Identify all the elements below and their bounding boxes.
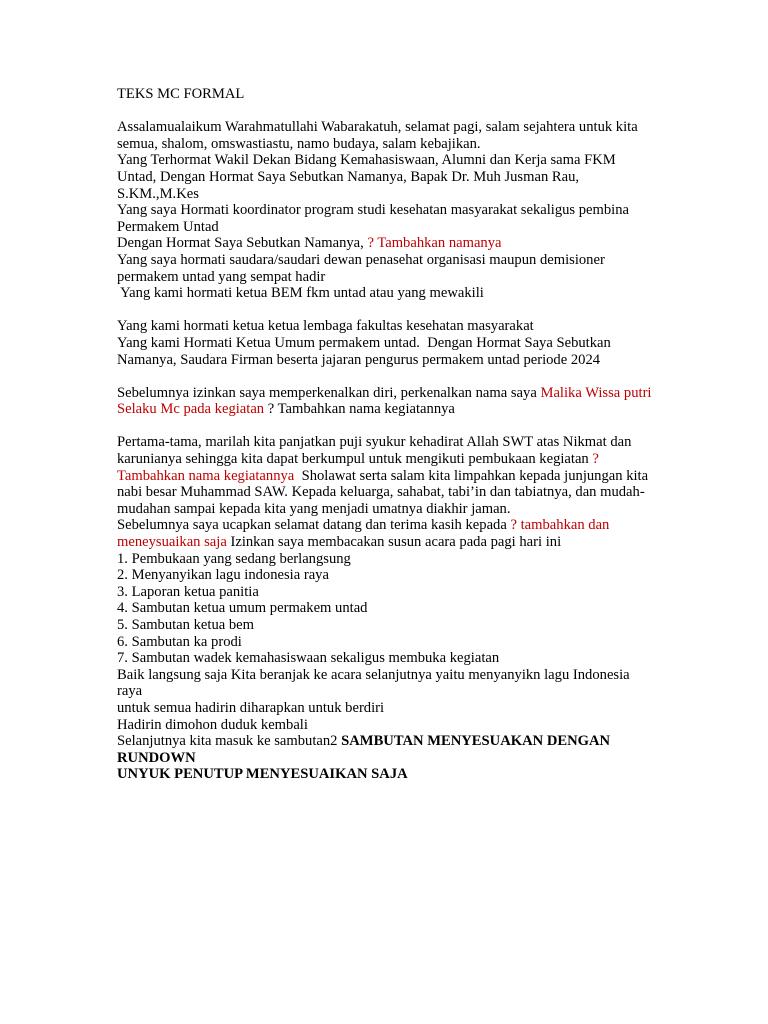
agenda-item: 7. Sambutan wadek kemahasiswaan sekaligus membuka kegiatan — [117, 650, 500, 667]
agenda-item: 1. Pembukaan yang sedang berlangsung — [117, 550, 351, 567]
agenda-item: 6. Sambutan ka prodi — [117, 633, 242, 650]
sebutkan-paragraph — [117, 235, 657, 252]
document-title: TEKS MC FORMAL — [117, 86, 245, 102]
document-page — [117, 86, 657, 783]
agenda-item: 3. Laporan ketua panitia — [117, 583, 259, 600]
penutup-note: UNYUK PENUTUP MENYESUAIKAN SAJA — [117, 766, 408, 783]
syukur-paragraph — [117, 434, 657, 517]
sambutan-paragraph — [117, 733, 657, 766]
intro-paragraph — [117, 385, 657, 418]
agenda-item: 5. Sambutan ketua bem — [117, 617, 254, 633]
welcome-placeholder: ? tambahkan dan meneysuaikan saja — [117, 517, 610, 551]
sebutkan-text: Dengan Hormat Saya Sebutkan Namanya, — [117, 235, 368, 252]
koordinator-paragraph: Yang saya Hormati koordinator program studi kesehatan masyarakat sekaligus pembina Permakem Untad — [117, 202, 630, 235]
intro-name-highlight: Malika Wissa putri Selaku Mc pada kegiatan — [117, 384, 652, 418]
agenda-item: 2. Menyanyikan lagu indonesia raya — [117, 567, 329, 584]
spacer — [117, 302, 657, 319]
dewan-paragraph: Yang saya hormati saudara/saudari dewan penasehat organisasi maupun demisioner permakem untad yang sempat hadir — [117, 251, 605, 285]
intro-text: Sebelumnya izinkan saya memperkenalkan diri, perkenalkan nama saya — [117, 384, 541, 401]
syukur-suffix: Sholawat serta salam kita limpahkan kepada junjungan kita nabi besar Muhammad SAW. Kepada keluarga, sahabat, tabi’in dan tabiatnya, dan mudah-mudahan sampai kepada kita yang menjadi umatnya diakhir jaman. — [117, 467, 652, 517]
syukur-text: Pertama-tama, marilah kita panjatkan puji syukur kehadirat Allah SWT atas Nikmat dan karunianya sehingga kita dapat berkumpul untuk mengikuti pembukaan kegiatan — [117, 434, 636, 468]
agenda-item: 4. Sambutan ketua umum permakem untad — [117, 600, 368, 617]
duduk-paragraph: Hadirin dimohon duduk kembali — [117, 716, 308, 733]
syukur-placeholder: ? Tambahkan nama kegiatannya — [117, 451, 603, 484]
bem-paragraph: Yang kami hormati ketua BEM fkm untad atau yang mewakili — [117, 285, 484, 302]
welcome-suffix: Izinkan saya membacakan susun acara pada pagi hari ini — [226, 534, 562, 551]
lembaga-paragraph: Yang kami hormati ketua ketua lembaga fakultas kesehatan masyarakat — [117, 318, 534, 335]
spacer — [117, 418, 657, 435]
spacer — [117, 103, 657, 120]
ketum-paragraph: Yang kami Hormati Ketua Umum permakem untad. Dengan Hormat Saya Sebutkan Namanya, Saudara Firman beserta jajaran pengurus permakem untad periode 2024 — [117, 334, 615, 368]
intro-suffix: ? Tambahkan nama kegiatannya — [264, 401, 455, 418]
lagu-paragraph: Baik langsung saja Kita beranjak ke acara selanjutnya yaitu menyanyikn lagu Indonesia raya — [117, 666, 630, 700]
greeting-paragraph: Assalamualaikum Warahmatullahi Wabarakatuh, selamat pagi, salam sejahtera untuk kita semua, shalom, omswastiastu, namo budaya, salam kebajikan. — [117, 119, 638, 152]
spacer — [117, 368, 657, 385]
berdiri-paragraph: untuk semua hadirin diharapkan untuk berdiri — [117, 699, 385, 716]
welcome-paragraph — [117, 517, 657, 550]
sambutan-text: Selanjutnya kita masuk ke sambutan2 — [117, 733, 342, 750]
sambutan-bold-note: SAMBUTAN MENYESUAKAN DENGAN RUNDOWN — [117, 733, 611, 766]
wadek-paragraph: Yang Terhormat Wakil Dekan Bidang Kemahasiswaan, Alumni dan Kerja sama FKM Untad, Dengan Hormat Saya Sebutkan Namanya, Bapak Dr. Muh Jusman Rau, S.KM.,M.Kes — [117, 152, 616, 202]
welcome-text: Sebelumnya saya ucapkan selamat datang dan terima kasih kepada — [117, 517, 511, 534]
sebutkan-placeholder: ? Tambahkan namanya — [367, 235, 502, 252]
